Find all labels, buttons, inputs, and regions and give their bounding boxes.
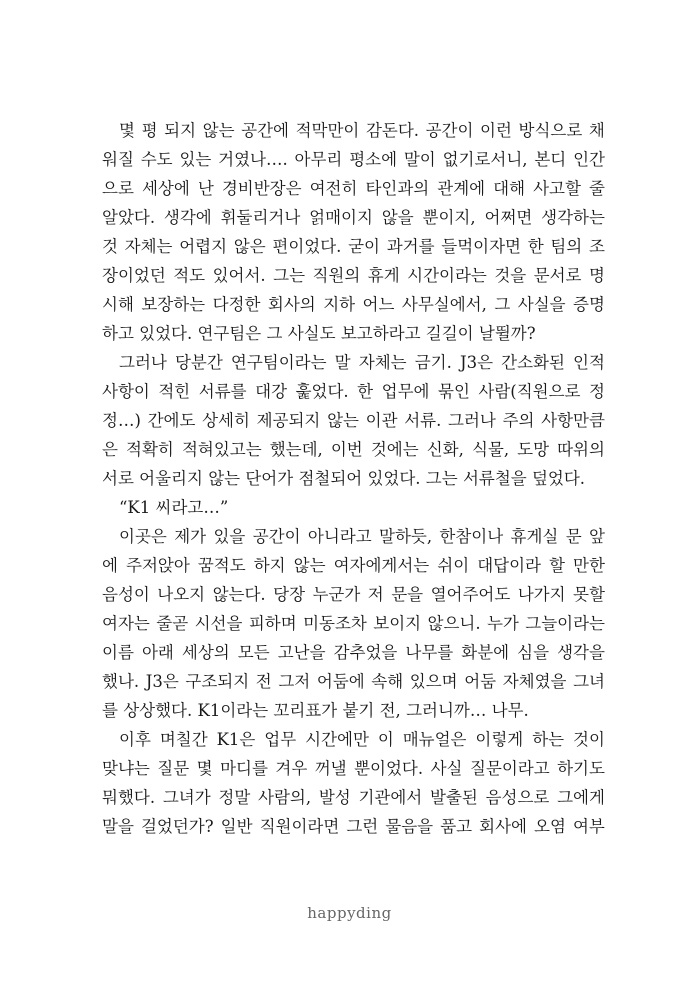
word: 있을 xyxy=(213,527,246,546)
word: 피하며 xyxy=(248,614,297,633)
word: 대답이라 xyxy=(477,556,541,575)
word: 물음을 xyxy=(385,817,434,836)
word: J3은 xyxy=(145,672,179,691)
text-line xyxy=(102,522,605,551)
word: 그저 xyxy=(278,672,311,691)
word: 워질 xyxy=(102,150,134,169)
word: 연구팀은 xyxy=(197,324,262,343)
word: 뿐이었다. xyxy=(354,759,424,778)
word: 도망 xyxy=(517,440,550,459)
word: 그는 xyxy=(273,266,306,285)
word: 시선을 xyxy=(194,614,243,633)
word: 없기로서니, xyxy=(442,150,528,169)
word: 신화, xyxy=(426,440,464,459)
word: 것을 xyxy=(494,266,527,285)
word: 화분에 xyxy=(461,643,510,662)
word: 미동조차 xyxy=(303,614,367,633)
word: 붙기 xyxy=(342,701,375,720)
word: 줄 xyxy=(588,179,605,198)
body-text xyxy=(102,116,605,841)
word: 수도 xyxy=(140,150,173,169)
word: 시간이라는 xyxy=(407,266,487,285)
word: 적확히 xyxy=(126,440,174,459)
word: 어렵지 xyxy=(179,237,228,256)
word: 했는데, xyxy=(269,440,323,459)
word: 못할 xyxy=(573,585,605,604)
word: 않는 xyxy=(327,411,359,430)
word: 당분간 xyxy=(174,353,223,372)
word: 제가 xyxy=(174,527,207,546)
word: 업무에 xyxy=(381,382,430,401)
word: 나무. xyxy=(491,701,529,720)
word: 겨우 xyxy=(275,759,308,778)
word: 거였나…. xyxy=(218,150,288,169)
word: 있으며 xyxy=(409,672,458,691)
word: 그 xyxy=(494,295,511,314)
word: 금기. xyxy=(414,353,452,372)
word: 할 xyxy=(549,556,565,575)
text-line xyxy=(102,377,605,406)
word: K1은 xyxy=(216,730,256,749)
word: 세상의 xyxy=(181,643,230,662)
word: 사고할 xyxy=(533,179,581,198)
word: 여전히 xyxy=(309,179,358,198)
word: 지하 xyxy=(323,295,356,314)
word: 일반 xyxy=(220,817,253,836)
word: 그녀 xyxy=(573,672,605,691)
word: 어둠에 xyxy=(316,672,365,691)
word: 서류를 xyxy=(198,382,247,401)
text-line xyxy=(102,609,605,638)
word: 주의 xyxy=(502,411,535,430)
word: 오염 xyxy=(534,817,566,836)
word: 회사에 xyxy=(479,817,527,836)
word: 저 xyxy=(367,585,384,604)
word: 한참이나 xyxy=(439,527,504,546)
word: 전, xyxy=(379,701,401,720)
word: 줄곧 xyxy=(156,614,189,633)
word: 이후 xyxy=(119,730,151,749)
word: 쉬이 xyxy=(437,556,470,575)
word: 인간 xyxy=(573,150,605,169)
word: 문서로 xyxy=(533,266,582,285)
text-line xyxy=(102,116,605,145)
word: 아무리 xyxy=(294,150,343,169)
word: 않으니. xyxy=(427,614,481,633)
word: 사항이 xyxy=(102,382,150,401)
word: 나가지 xyxy=(517,585,566,604)
word: 누군가 xyxy=(312,585,361,604)
word: 정…) xyxy=(102,411,141,430)
word: 난 xyxy=(197,179,214,198)
word: “K1 xyxy=(119,498,151,517)
word: 얽매이지 xyxy=(309,208,373,227)
word: 서류. xyxy=(404,411,442,430)
word: K1이라는 xyxy=(197,701,269,720)
word: 상상했다. xyxy=(123,701,193,720)
word: 적혀있고는 xyxy=(181,440,262,459)
word: 질문이라고 xyxy=(469,759,550,778)
word: 정 xyxy=(589,382,605,401)
word: 평소에 xyxy=(349,150,398,169)
word: 사람(직원으로 xyxy=(478,382,581,401)
word: 타인과의 xyxy=(365,179,430,198)
word: 공간이 xyxy=(252,527,301,546)
word: 사항만큼 xyxy=(541,411,605,430)
word: 했나. xyxy=(102,672,140,691)
word: 보이지 xyxy=(373,614,422,633)
word: 만한 xyxy=(573,556,605,575)
word: 훑었다. xyxy=(295,382,349,401)
word: 사실도 xyxy=(287,324,336,343)
word: 시해 xyxy=(102,295,134,314)
word: 대해 xyxy=(493,179,526,198)
word: 굳이 xyxy=(348,237,380,256)
word: 음성이 xyxy=(102,585,150,604)
text-line xyxy=(102,783,605,812)
text-line xyxy=(102,638,605,667)
word: 그러나 xyxy=(448,411,496,430)
word: 꺼낼 xyxy=(314,759,347,778)
text-line xyxy=(102,348,605,377)
word: 길길이 xyxy=(425,324,474,343)
text-line xyxy=(102,319,605,348)
word: 문 xyxy=(565,527,582,546)
text-line xyxy=(102,754,605,783)
word: 당장 xyxy=(273,585,306,604)
word: 직원의 xyxy=(312,266,361,285)
word: 관계에 xyxy=(437,179,486,198)
word: 않을 xyxy=(381,208,414,227)
word: 팀의 xyxy=(550,237,583,256)
word: 않는 xyxy=(208,469,241,488)
word: 점철되어 xyxy=(298,469,363,488)
word: 사무실에서, xyxy=(401,295,487,314)
word: 몇 xyxy=(119,121,135,140)
text-line xyxy=(102,464,605,493)
word: 은 xyxy=(102,440,118,459)
word: 서류철을 xyxy=(462,469,527,488)
word: 들먹이자면 xyxy=(441,237,521,256)
word: 어쩌면 xyxy=(484,208,533,227)
word: 휴게실 xyxy=(510,527,559,546)
word: 간소화된 xyxy=(501,353,565,372)
word: 어둠 xyxy=(464,672,497,691)
word: 단어가 xyxy=(245,469,294,488)
word: 않는 xyxy=(293,556,326,575)
word: 마디를 xyxy=(220,759,268,778)
word: 상세히 xyxy=(202,411,250,430)
text-line xyxy=(102,145,605,174)
word: 여자는 xyxy=(102,614,150,633)
text-line xyxy=(102,725,605,754)
word: 심을 xyxy=(517,643,550,662)
word: 않는다. xyxy=(212,585,266,604)
word: 열어주어도 xyxy=(430,585,511,604)
word: 알았다. xyxy=(102,208,156,227)
word: 걸었던가? xyxy=(140,817,214,836)
word: 문을 xyxy=(391,585,424,604)
word: 그러나 xyxy=(119,353,167,372)
word: 보고하라고 xyxy=(340,324,421,343)
word: 를 xyxy=(102,701,118,720)
word: 과거를 xyxy=(386,237,435,256)
word: 생각에 xyxy=(163,208,212,227)
word: 증명 xyxy=(573,295,605,314)
word: 에 xyxy=(102,556,118,575)
word: 꿈적도 xyxy=(197,556,246,575)
text-line xyxy=(102,667,605,696)
word: 여부 xyxy=(572,817,605,836)
text-line xyxy=(102,812,605,841)
word: 어울리지 xyxy=(139,469,203,488)
word: 어느 xyxy=(362,295,395,314)
word: 뿐이지, xyxy=(422,208,476,227)
text-line xyxy=(102,696,605,725)
word: 뭐했다. xyxy=(102,788,156,807)
word: 앞 xyxy=(589,527,605,546)
word: 음성으로 xyxy=(485,788,550,807)
word: 덮었다. xyxy=(531,469,586,488)
word: 간에도 xyxy=(147,411,196,430)
word: 하고 xyxy=(102,324,134,343)
word: 세상에 xyxy=(141,179,190,198)
word: 매뉴얼은 xyxy=(402,730,467,749)
word: 사람의, xyxy=(258,788,312,807)
word: 속해 xyxy=(371,672,404,691)
text-line xyxy=(102,203,605,232)
word: 주저앉아 xyxy=(126,556,190,575)
word: 있었다. xyxy=(367,469,421,488)
word: 공간에 xyxy=(241,121,289,140)
word: 자체는 xyxy=(124,237,173,256)
word: 이름 xyxy=(102,643,134,662)
word: 질문 xyxy=(157,759,190,778)
word: 이관 xyxy=(365,411,398,430)
word: 모든 xyxy=(237,643,270,662)
word: 것 xyxy=(102,237,118,256)
word: 한 xyxy=(527,237,544,256)
word: 시간에만 xyxy=(305,730,369,749)
word: 나무를 xyxy=(405,643,454,662)
word: 대강 xyxy=(255,382,288,401)
word: 감돈다. xyxy=(365,121,419,140)
word: 말 xyxy=(334,353,351,372)
word: 생각을 xyxy=(557,643,605,662)
word: 여자에게서는 xyxy=(333,556,430,575)
word: 따위의 xyxy=(557,440,605,459)
word: 하는 xyxy=(532,730,565,749)
word: 되지 xyxy=(164,121,197,140)
word: 그에게 xyxy=(557,788,605,807)
word: 그늘이라는 xyxy=(525,614,605,633)
word: 생각하는 xyxy=(541,208,605,227)
word: 이런 xyxy=(480,121,512,140)
word: 채 xyxy=(588,121,605,140)
word: 한 xyxy=(357,382,374,401)
text-line xyxy=(102,435,605,464)
word: 자체였을 xyxy=(502,672,567,691)
word: 편이었다. xyxy=(272,237,342,256)
word: 이번 xyxy=(330,440,363,459)
word: 경비반장은 xyxy=(221,179,302,198)
word: 사실 xyxy=(430,759,463,778)
word: 그러니까… xyxy=(406,701,487,720)
word: 이곳은 xyxy=(119,527,167,546)
word: 것에는 xyxy=(370,440,419,459)
word: J3은 xyxy=(459,353,494,372)
word: 하기도 xyxy=(557,759,605,778)
word: 사실을 xyxy=(517,295,566,314)
word: 누가 xyxy=(486,614,519,633)
word: 공간이 xyxy=(425,121,474,140)
text-line xyxy=(102,493,605,522)
text-line xyxy=(102,580,605,609)
word: 연구팀이라는 xyxy=(230,353,327,372)
word: 자체는 xyxy=(358,353,407,372)
word: 인적 xyxy=(573,353,605,372)
word: 이렇게 xyxy=(475,730,524,749)
word: 며칠간 xyxy=(159,730,208,749)
word: 품고 xyxy=(440,817,473,836)
word: 것이 xyxy=(573,730,605,749)
word: 말이 xyxy=(403,150,436,169)
text-line xyxy=(102,551,605,580)
text-line xyxy=(102,232,605,261)
word: 다정한 xyxy=(212,295,261,314)
word: 꼬리표가 xyxy=(273,701,338,720)
text-line xyxy=(102,261,605,290)
word: 몇 xyxy=(196,759,213,778)
word: 발성 xyxy=(318,788,351,807)
word: 묶인 xyxy=(438,382,470,401)
word: 휘둘리거나 xyxy=(220,208,301,227)
word: 감추었을 xyxy=(333,643,398,662)
word: 아래 xyxy=(141,643,174,662)
word: 하지 xyxy=(253,556,286,575)
word: 본디 xyxy=(534,150,567,169)
word: 고난을 xyxy=(277,643,326,662)
word: 있어서. xyxy=(212,266,266,285)
word: 서로 xyxy=(102,469,134,488)
word: 말을 xyxy=(102,817,134,836)
word: 그런 xyxy=(346,817,379,836)
word: 보장하는 xyxy=(141,295,206,314)
word: 기관에서 xyxy=(358,788,423,807)
word: 조 xyxy=(588,237,605,256)
word: 말하듯, xyxy=(379,527,433,546)
text-line xyxy=(102,290,605,319)
word: 적도 xyxy=(173,266,206,285)
word: 그는 xyxy=(425,469,458,488)
word: 이 xyxy=(377,730,394,749)
word: 않은 xyxy=(233,237,266,256)
page-footer: happyding xyxy=(307,904,392,922)
word: 회사의 xyxy=(267,295,316,314)
word: 업무 xyxy=(264,730,297,749)
word: 아니라고 xyxy=(307,527,372,546)
word: 으로 xyxy=(102,179,134,198)
word: 구조되지 xyxy=(185,672,250,691)
word: 휴게 xyxy=(367,266,400,285)
word: 그 xyxy=(266,324,283,343)
word: 명 xyxy=(588,266,605,285)
word: 전 xyxy=(255,672,272,691)
word: 평 xyxy=(141,121,158,140)
word: 씨라고…” xyxy=(155,498,229,517)
word: 직원이라면 xyxy=(259,817,340,836)
word: 방식으로 xyxy=(518,121,583,140)
text-line xyxy=(102,174,605,203)
word: 않는 xyxy=(202,121,235,140)
word: 날뛸까? xyxy=(478,324,536,343)
word: 맞냐는 xyxy=(102,759,150,778)
word: 나오지 xyxy=(157,585,206,604)
word: 정말 xyxy=(218,788,251,807)
word: 제공되지 xyxy=(256,411,321,430)
word: 그녀가 xyxy=(162,788,211,807)
word: 식물, xyxy=(471,440,510,459)
word: 발출된 xyxy=(430,788,478,807)
word: 있었다. xyxy=(139,324,193,343)
word: 있는 xyxy=(179,150,212,169)
text-line xyxy=(102,406,605,435)
word: 장이었던 xyxy=(102,266,166,285)
word: 적힌 xyxy=(158,382,191,401)
word: 적막만이 xyxy=(295,121,360,140)
